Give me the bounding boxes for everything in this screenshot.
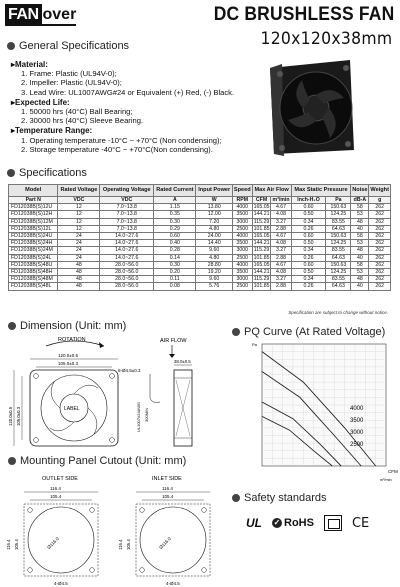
table-cell: 0.28 <box>154 247 196 254</box>
table-cell: 48 <box>351 276 369 283</box>
table-cell: 28.0~56.0 <box>100 261 154 268</box>
pq-x-unit: CFM <box>388 469 398 474</box>
pq-series-label: 3500 <box>350 418 364 424</box>
table-cell: 53 <box>351 269 369 276</box>
inlet-w-inner: 105.4 <box>162 494 174 499</box>
table-cell: 262 <box>369 276 391 283</box>
table-cell: 115.29 <box>253 276 270 283</box>
table-cell: 53 <box>351 211 369 218</box>
table-cell: 12 <box>58 204 100 211</box>
page-title: DC BRUSHLESS FAN <box>213 4 394 25</box>
table-cell: 64.63 <box>326 254 351 261</box>
section-dimension <box>8 320 126 332</box>
section-specifications-title: Specifications <box>19 167 87 179</box>
unit-header: CFM <box>252 197 271 204</box>
life-item: 1. 50000 hrs (40°C) Ball Bearing; <box>21 107 133 117</box>
table-cell: 0.50 <box>291 211 326 218</box>
table-cell: 0.34 <box>291 247 326 254</box>
table-cell: 48 <box>58 276 100 283</box>
outlet-h-outer: 116.4 <box>6 539 11 550</box>
table-cell: 12 <box>58 211 100 218</box>
life-item: 2. 30000 hrs (40°C) Sleeve Bearing. <box>21 116 144 126</box>
table-cell: 0.60 <box>291 204 326 211</box>
table-cell: 144.21 <box>253 211 270 218</box>
table-cell: 1.15 <box>154 204 196 211</box>
airflow-label: AIR FLOW <box>160 338 187 344</box>
table-cell: 101.85 <box>253 254 270 261</box>
check-icon: ✓ <box>273 518 281 527</box>
dim-left-inner: 105.0±0.3 <box>16 406 21 426</box>
table-cell: 0.20 <box>154 269 196 276</box>
unit-header: A <box>154 197 196 204</box>
table-cell: 7.0~13.8 <box>100 225 154 232</box>
pq-series-label: 2500 <box>350 442 364 448</box>
table-cell: 14.0~27.6 <box>100 254 154 261</box>
table-cell: 28.0~56.0 <box>100 283 154 290</box>
table-cell: 262 <box>369 204 391 211</box>
table-cell: 28.80 <box>196 261 232 268</box>
table-cell: 3.27 <box>271 247 291 254</box>
table-cell: 58 <box>351 233 369 240</box>
table-cell: 2.88 <box>271 283 291 290</box>
table-cell: 262 <box>369 269 391 276</box>
outlet-w-outer: 116.4 <box>50 486 61 491</box>
col-header: Rated Voltage <box>58 185 100 197</box>
table-cell: 28.0~56.0 <box>100 269 154 276</box>
section-pq-curve <box>232 326 385 338</box>
table-cell: 12 <box>58 218 100 225</box>
unit-header: RPM <box>232 197 252 204</box>
table-cell: 28.0~56.0 <box>100 276 154 283</box>
table-cell: 24 <box>58 247 100 254</box>
section-dimension-title: Dimension (Unit: mm) <box>20 320 127 332</box>
table-cell: 0.34 <box>291 276 326 283</box>
table-cell: 64.63 <box>326 283 351 290</box>
page-subtitle: 120x120x38mm <box>260 29 392 49</box>
safety-logos <box>246 512 396 534</box>
model-cell: FD12038B(S)24L <box>9 254 58 261</box>
table-cell: 4.80 <box>196 225 232 232</box>
table-cell: 7.0~13.8 <box>100 204 154 211</box>
table-cell: 262 <box>369 233 391 240</box>
table-cell: 0.60 <box>154 233 196 240</box>
ul-logo: UL <box>246 516 262 530</box>
table-cell: 3000 <box>232 218 252 225</box>
material-item: 3. Lead Wire: UL1007AWG#24 or Equivalent (+) Red, (-) Black. <box>21 87 235 97</box>
table-cell: 2.88 <box>271 254 291 261</box>
table-cell: 0.08 <box>154 283 196 290</box>
dim-inner: 105.0±0.3 <box>58 361 78 366</box>
inlet-w-outer: 116.4 <box>162 486 173 491</box>
bullet-icon <box>232 328 240 336</box>
model-cell: FD12038B(S)48H <box>9 269 58 276</box>
table-cell: 262 <box>369 261 391 268</box>
table-cell: 48 <box>58 283 100 290</box>
table-cell: 7.0~13.8 <box>100 218 154 225</box>
pq-series-label: 4000 <box>350 406 364 412</box>
section-general-specs <box>7 40 129 52</box>
table-cell: 124.25 <box>326 269 351 276</box>
table-row <box>9 204 391 211</box>
table-cell: 53 <box>351 240 369 247</box>
model-cell: FD12038B(S)12U <box>9 204 58 211</box>
table-cell: 64.63 <box>326 225 351 232</box>
rohs-logo <box>272 517 314 529</box>
table-cell: 4.67 <box>271 204 291 211</box>
ce-logo: CE <box>351 515 370 531</box>
table-cell: 3000 <box>232 276 252 283</box>
unit-header: m³/min <box>272 197 290 203</box>
rohs-text: RoHS <box>284 517 314 529</box>
table-cell: 40 <box>351 225 369 232</box>
table-row <box>9 283 391 290</box>
table-cell: 3.27 <box>271 218 291 225</box>
model-cell: FD12038B(S)12L <box>9 225 58 232</box>
inlet-label: INLET SIDE <box>152 476 182 482</box>
table-row <box>9 218 391 225</box>
table-row <box>9 276 391 283</box>
table-cell: 0.35 <box>154 211 196 218</box>
table-cell: 3500 <box>232 240 252 247</box>
table-cell: 4.67 <box>271 233 291 240</box>
table-cell: 0.14 <box>154 254 196 261</box>
bullet-icon <box>7 169 15 177</box>
table-cell: 2500 <box>232 283 252 290</box>
material-heading: ▸ Material: <box>11 60 281 69</box>
table-cell: 48 <box>351 247 369 254</box>
table-cell: 58 <box>351 204 369 211</box>
brand-logo-part1: FAN <box>5 4 42 26</box>
unit-header: Inch-H₂O <box>291 197 326 204</box>
dim-top: 120.0±0.5 <box>58 353 78 358</box>
table-cell: 9.60 <box>196 276 232 283</box>
table-cell: 124.25 <box>326 211 351 218</box>
section-safety <box>232 492 327 504</box>
inlet-diameter: Ø116.0 <box>158 536 172 550</box>
rotation-label: ROTATION <box>58 337 86 343</box>
table-cell: 4.08 <box>271 240 291 247</box>
model-cell: FD12038B(S)48U <box>9 261 58 268</box>
table-row <box>9 261 391 268</box>
unit-header: W <box>196 197 232 204</box>
outlet-cutout <box>6 486 98 586</box>
table-cell: 3500 <box>232 269 252 276</box>
tuv-gs-logo <box>324 515 342 531</box>
table-cell: 150.63 <box>326 261 351 268</box>
dimension-drawing <box>0 332 230 450</box>
table-cell: 4.67 <box>271 261 291 268</box>
col-header: Input Power <box>196 185 232 197</box>
life-heading: ▸ Expected Life: <box>11 98 281 107</box>
col-header: Noise <box>351 185 369 197</box>
model-cell: FD12038B(S)48L <box>9 283 58 290</box>
table-cell: 4000 <box>232 233 252 240</box>
table-cell: 150.63 <box>326 233 351 240</box>
table-cell: 24 <box>58 254 100 261</box>
table-cell: 9.60 <box>196 247 232 254</box>
table-cell: 0.26 <box>291 225 326 232</box>
table-cell: 14.0~27.6 <box>100 240 154 247</box>
outlet-holes: 4-Ø4.5 <box>54 581 68 586</box>
model-cell: FD12038B(S)12M <box>9 218 58 225</box>
table-cell: 12 <box>58 225 100 232</box>
pq-y-unit: Pa <box>252 342 257 347</box>
table-cell: 0.60 <box>291 261 326 268</box>
table-cell: 12.00 <box>196 211 232 218</box>
inlet-h-inner: 105.4 <box>126 539 131 550</box>
unit-header: dB-A <box>351 197 369 204</box>
table-cell: 262 <box>369 283 391 290</box>
outlet-label: OUTLET SIDE <box>42 476 78 482</box>
general-specs-list <box>11 59 281 154</box>
table-cell: 24.00 <box>196 233 232 240</box>
table-cell: 165.05 <box>253 204 270 211</box>
table-cell: 83.55 <box>326 218 351 225</box>
table-cell: 3000 <box>232 247 252 254</box>
table-cell: 4.80 <box>196 254 232 261</box>
table-cell: 165.05 <box>253 261 270 268</box>
table-cell: 48 <box>58 269 100 276</box>
bullet-icon <box>232 494 240 502</box>
table-cell: 14.0~27.6 <box>100 233 154 240</box>
outlet-h-inner: 105.4 <box>14 539 19 550</box>
table-cell: 3.27 <box>271 276 291 283</box>
bullet-icon <box>8 322 16 330</box>
table-cell: 144.21 <box>253 240 270 247</box>
table-cell: 115.29 <box>253 218 270 225</box>
table-cell: 14.40 <box>196 240 232 247</box>
dim-depth: 38.0±0.5 <box>174 359 191 364</box>
table-cell: 0.60 <box>291 233 326 240</box>
table-cell: 4000 <box>232 261 252 268</box>
model-cell: FD12038B(S)24U <box>9 233 58 240</box>
table-cell: 24 <box>58 233 100 240</box>
col-header: Operating Voltage <box>100 185 154 197</box>
inlet-holes: 4-Ø4.5 <box>166 581 180 586</box>
table-cell: 101.85 <box>253 225 270 232</box>
model-cell: FD12038B(S)24H <box>9 240 58 247</box>
bullet-icon <box>7 42 15 50</box>
bullet-icon <box>8 457 16 465</box>
lead-wire-label: UL1007#24AWG <box>136 401 141 432</box>
table-cell: 19.20 <box>196 269 232 276</box>
fan-label: LABEL <box>64 406 80 412</box>
table-row <box>9 240 391 247</box>
col-header: Max Air Flow <box>252 185 291 197</box>
lead-length-label: 300MIN <box>144 407 149 422</box>
table-cell: 83.55 <box>326 247 351 254</box>
temp-heading: ▸ Temperature Range: <box>11 126 281 135</box>
table-cell: 0.29 <box>154 225 196 232</box>
pq-chart <box>232 340 400 487</box>
unit-header: g <box>369 197 391 204</box>
table-cell: 0.30 <box>154 218 196 225</box>
table-cell: 4.08 <box>271 211 291 218</box>
table-row <box>9 254 391 261</box>
fan-photo <box>262 54 358 160</box>
table-cell: 24 <box>58 240 100 247</box>
section-safety-title: Safety standards <box>244 492 327 504</box>
dim-left: 120.0±0.5 <box>8 406 13 426</box>
table-cell: 115.29 <box>253 247 270 254</box>
table-cell: 7.0~13.8 <box>100 211 154 218</box>
table-cell: 40 <box>351 254 369 261</box>
table-row <box>9 233 391 240</box>
brand-logo-part2: over <box>42 4 77 26</box>
table-cell: 262 <box>369 240 391 247</box>
section-mounting-title: Mounting Panel Cutout (Unit: mm) <box>20 455 187 467</box>
material-item: 2. Impeller: Plastic (UL94V-0); <box>21 78 122 88</box>
dim-hole: 8-Ø4.5±0.3 <box>118 368 141 373</box>
unit-header: VDC <box>100 197 154 204</box>
temp-item: 1. Operating temperature -10°C ~ +70°C (Non condensing); <box>21 135 222 145</box>
col-header: Weight <box>369 185 391 197</box>
outlet-w-inner: 105.4 <box>50 494 62 499</box>
inlet-cutout <box>118 486 210 586</box>
table-cell: 40 <box>351 283 369 290</box>
unit-header: Pa <box>326 197 351 204</box>
table-note: Specification are subject to change without notice. <box>288 310 388 315</box>
table-cell: 262 <box>369 247 391 254</box>
col-header: Rated Current <box>154 185 196 197</box>
section-specifications <box>7 167 87 179</box>
table-cell: 0.11 <box>154 276 196 283</box>
table-cell: 13.80 <box>196 204 232 211</box>
table-cell: 262 <box>369 254 391 261</box>
material-item: 1. Frame: Plastic (UL94V-0); <box>21 69 117 79</box>
unit-header: VDC <box>58 197 100 204</box>
model-cell: FD12038B(S)12H <box>9 211 58 218</box>
table-cell: 0.30 <box>154 261 196 268</box>
table-cell: 165.05 <box>253 233 270 240</box>
spec-table <box>8 184 391 291</box>
table-cell: 0.50 <box>291 269 326 276</box>
col-header: Speed <box>232 185 252 197</box>
table-cell: 262 <box>369 218 391 225</box>
table-cell: 48 <box>351 218 369 225</box>
pq-series-label: 3000 <box>350 430 364 436</box>
section-general-specs-title: General Specifications <box>19 40 130 52</box>
table-cell: 150.63 <box>326 204 351 211</box>
table-cell: 3500 <box>232 211 252 218</box>
table-cell: 5.76 <box>196 283 232 290</box>
temp-item: 2. Storage temperature -40°C ~ +70°C(Non condensing). <box>21 144 213 154</box>
col-header: Max Static Pressure <box>291 185 351 197</box>
table-row <box>9 211 391 218</box>
airflow-arrow-icon <box>169 354 175 358</box>
model-cell: FD12038B(S)24M <box>9 247 58 254</box>
table-cell: 124.25 <box>326 240 351 247</box>
table-cell: 262 <box>369 211 391 218</box>
table-cell: 4000 <box>232 204 252 211</box>
table-cell: 2500 <box>232 254 252 261</box>
outlet-diameter: Ø116.0 <box>46 536 60 550</box>
table-cell: 83.55 <box>326 276 351 283</box>
table-cell: 48 <box>58 261 100 268</box>
table-cell: 0.50 <box>291 240 326 247</box>
brand-logo <box>5 4 76 26</box>
table-cell: 58 <box>351 261 369 268</box>
table-cell: 262 <box>369 225 391 232</box>
section-pq-curve-title: PQ Curve (At Rated Voltage) <box>244 326 386 338</box>
table-cell: 7.20 <box>196 218 232 225</box>
model-cell: FD12038B(S)48M <box>9 276 58 283</box>
table-cell: 0.26 <box>291 254 326 261</box>
table-cell: 0.34 <box>291 218 326 225</box>
pq-x-unit2: m³/min <box>380 478 392 482</box>
table-cell: 4.08 <box>271 269 291 276</box>
table-cell: 2.88 <box>271 225 291 232</box>
table-cell: 144.21 <box>253 269 270 276</box>
table-cell: 2500 <box>232 225 252 232</box>
unit-header: Part N <box>9 197 58 204</box>
mounting-drawing <box>0 466 232 587</box>
table-row <box>9 225 391 232</box>
table-cell: 0.26 <box>291 283 326 290</box>
table-cell: 101.85 <box>253 283 270 290</box>
table-row <box>9 247 391 254</box>
table-cell: 14.0~27.6 <box>100 247 154 254</box>
inlet-h-outer: 116.4 <box>118 539 123 550</box>
col-header: Model <box>9 185 58 197</box>
table-row <box>9 269 391 276</box>
table-cell: 0.40 <box>154 240 196 247</box>
